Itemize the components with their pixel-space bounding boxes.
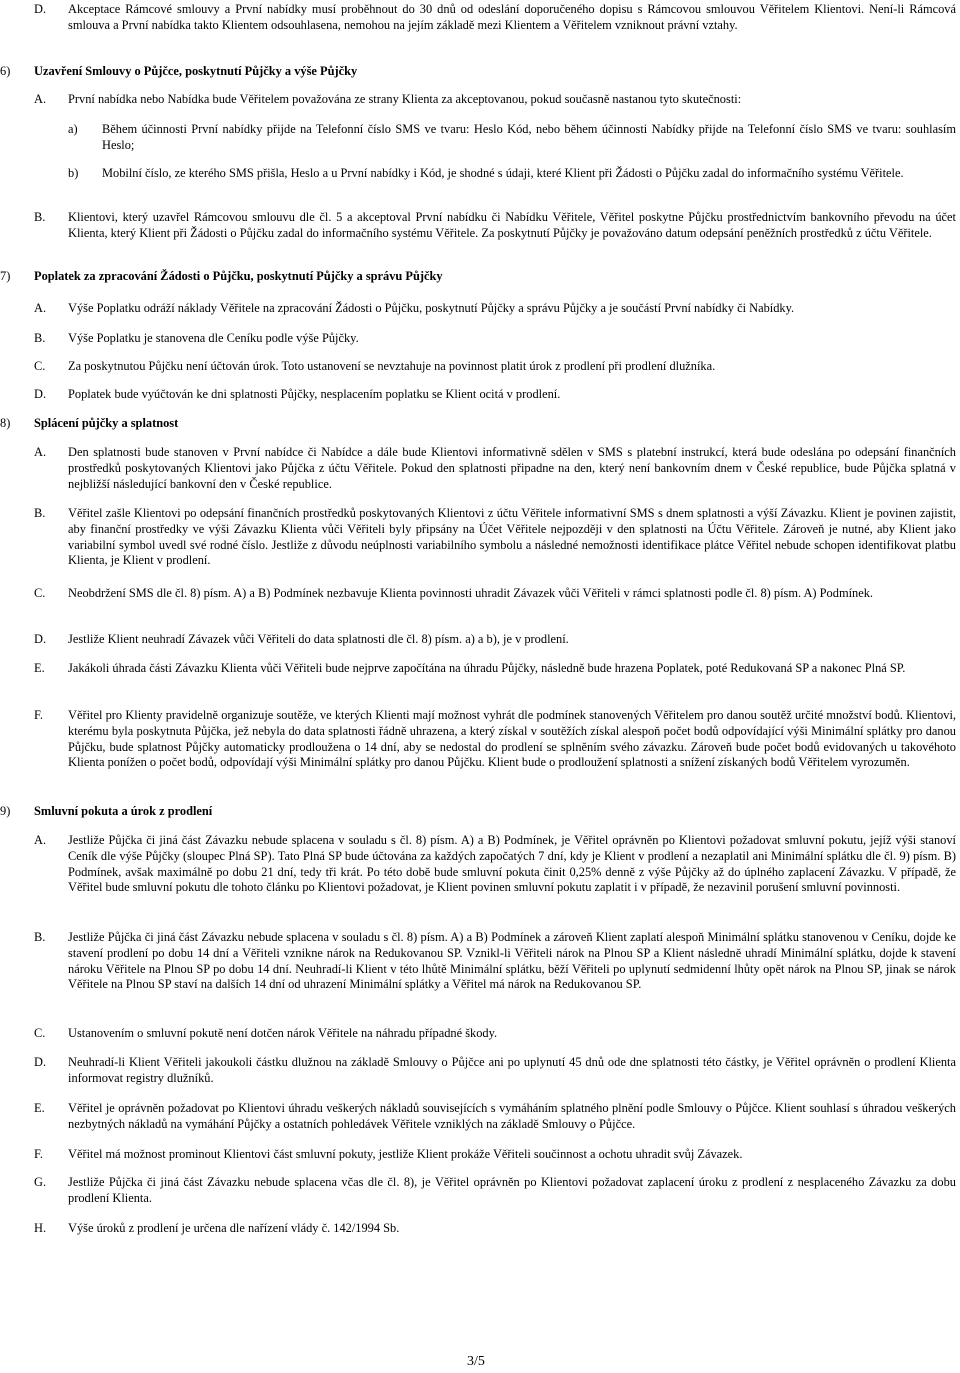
clause-text: Věřitel pro Klienty pravidelně organizuje soutěže, ve kterých Klienti mají možnost vyhrát dle podmínek stanovených Věřitelem pro danou soutěž určité množství bodů. Klientovi, kterému byla poskytnuta Půjčka, jež nebyla do data splatnosti řádně uhrazena, a který získal v soutěžích získal alespoň počet bodů odpovídající výši Minimální splátky pro danou Půjčku, bude splatnost Půjčky automaticky prodloužena o 14 dní, aby se nedostal do prodlení se splněním svého závazku. Zároveň bude počet bodů evidovaných u takovéhoto Klienta ponížen o počet bodů, odpovídají výši Minimální splátky pro danou Půjčku. Klient bude o prodloužení splatnosti a snížení získaných bodů Věřitelem vyrozuměn. (68, 708, 956, 770)
clause-6b (34, 210, 956, 242)
clause-9d (34, 1055, 956, 1087)
section-title: Poplatek za zpracování Žádosti o Půjčku, poskytnutí Půjčky a správu Půjčky (34, 269, 443, 283)
section-title: Uzavření Smlouvy o Půjčce, poskytnutí Půjčky a výše Půjčky (34, 64, 358, 78)
clause-top-d (34, 2, 956, 34)
clause-label: G. (34, 1175, 47, 1189)
section-number: 6) (0, 64, 11, 78)
clause-text: Výše Poplatku odráží náklady Věřitele na zpracování Žádosti o Půjčku, poskytnutí Půjčky a správu Půjčky a je součástí První nabídky či Nabídky. (68, 301, 795, 315)
clause-label: C. (34, 1026, 46, 1040)
clause-label: F. (34, 708, 43, 722)
clause-label: A. (34, 92, 47, 106)
clause-text: Mobilní číslo, ze kterého SMS přišla, Heslo a u První nabídky i Kód, je shodné s údaji, které Klient při Žádosti o Půjčku zadal do informačního systému Věřitele. (102, 166, 904, 180)
clause-text: Během účinnosti První nabídky přijde na Telefonní číslo SMS ve tvaru: Heslo Kód, nebo během účinnosti Nabídky přijde na Telefonní číslo SMS ve tvaru: souhlasím Heslo; (102, 122, 956, 152)
clause-9b (34, 930, 956, 993)
clause-text: Výše úroků z prodlení je určena dle nařízení vlády č. 142/1994 Sb. (68, 1221, 400, 1235)
clause-text: Jakákoli úhrada části Závazku Klienta vůči Věřiteli bude nejprve započítána na úhradu Půjčky, následně bude hrazena Poplatek, poté Redukovaná SP a nakonec Plná SP. (68, 661, 906, 675)
clause-text: Jestliže Půjčka či jiná část Závazku nebude splacena v souladu s čl. 8) písm. A) a B) Podmínek, je Věřitel oprávněn po Klientovi požadovat smluvní pokutu, jejíž výši stanoví Ceník dle výše Půjčky (sloupec Plná SP). Tato Plná SP bude účtována za každých započatých 7 dní, kdy je Klient v prodlení a nezaplatil ani Minimální splátku dle čl. 9) písm. B) Podmínek, avšak maximálně po dobu 21 dní, tedy tři krát. Po této době bude smluvní pokuta činit 0,25% denně z výše Půjčky až do úplného zaplacení Závazku. V případě, že Věřitel bude smluvní pokutu dle tohoto článku po Klientovi požadovat, je Klient povinen smluvní pokutu zaplatit i v případě, že nezavinil porušení smluvní povinnosti. (68, 833, 956, 895)
clause-label: H. (34, 1221, 47, 1235)
clause-9c (34, 1026, 956, 1042)
clause-text: První nabídka nebo Nabídka bude Věřitelem považována ze strany Klienta za akceptovanou, pokud současně nastanou tyto skutečnosti: (68, 92, 742, 106)
clause-8c (34, 586, 956, 602)
clause-label: E. (34, 661, 45, 675)
clause-9g (34, 1175, 956, 1207)
clause-label: A. (34, 301, 47, 315)
clause-label: b) (68, 166, 79, 180)
clause-label: B. (34, 210, 46, 224)
clause-label: D. (34, 387, 47, 401)
clause-label: E. (34, 1101, 45, 1115)
clause-8f (34, 708, 956, 771)
clause-text: Akceptace Rámcové smlouvy a První nabídky musí proběhnout do 30 dnů od odeslání doporučeného dopisu s Rámcovou smlouvou Věřitelem Klientovi. Není-li Rámcová smlouva a První nabídka takto Klientem odsouhlasena, nemohou na jejím základě mezi Klientem a Věřitelem vzniknout právní vztahy. (68, 2, 956, 32)
clause-6a-a (68, 122, 956, 154)
clause-text: Klientovi, který uzavřel Rámcovou smlouvu dle čl. 5 a akceptoval První nabídku či Nabídku Věřitele, Věřitel poskytne Půjčku prostřednictvím bankovního převodu na účet Klienta, který Klient při Žádosti o Půjčku zadal do informačního systému Věřitele. Za poskytnutí Půjčky je považováno datum odepsání peněžních prostředků z účtu Věřitele. (68, 210, 956, 240)
clause-label: a) (68, 122, 78, 136)
clause-9h (34, 1221, 956, 1237)
clause-8d (34, 632, 956, 648)
section-number: 7) (0, 269, 11, 283)
clause-text: Neuhradí-li Klient Věřiteli jakoukoli částku dlužnou na základě Smlouvy o Půjčce ani po uplynutí 45 dnů ode dne splatnosti této částky, je Věřitel oprávněn o prodlení Klienta informovat registry dlužníků. (68, 1055, 956, 1085)
clause-7d (34, 387, 956, 403)
clause-text: Jestliže Půjčka či jiná část Závazku nebude splacena v souladu s čl. 8) písm. A) a B) Podmínek a zároveň Klient zaplatí alespoň Minimální splátku stanovenou v Ceníku, dojde ke stavení prodlení po dobu 14 dní a Věřiteli vznikne nárok na Redukovanou SP. Vznikl-li Věřiteli nárok na Plnou SP a Klient následně uhradí Minimální splátku, dojde k stavení nároku Věřitele na Plnou SP po dobu 14 dní. Neuhradí-li Klient v této lhůtě Minimální splátku, běží Věřiteli po uplynutí sedmidenní lhůty opět nárok na Plnou SP, jinak se nárok Věřitele na Plnou SP staví na dalších 14 dní od uhrazení Minimální splátky a Věřitel má nárok na Redukovanou SP. (68, 930, 956, 992)
clause-label: C. (34, 586, 46, 600)
clause-label: D. (34, 2, 47, 16)
clause-label: D. (34, 632, 47, 646)
clause-text: Věřitel má možnost prominout Klientovi část smluvní pokuty, jestliže Klient prokáže Věřiteli součinnost a ochotu uhradit svůj Závazek. (68, 1147, 743, 1161)
clause-text: Neobdržení SMS dle čl. 8) písm. A) a B) Podmínek nezbavuje Klienta povinnosti uhradit Závazek vůči Věřiteli v rámci splatnosti podle čl. 8) písm. A) Podmínek. (68, 586, 874, 600)
clause-8a (34, 445, 956, 492)
clause-text: Věřitel je oprávněn požadovat po Klientovi úhradu veškerých nákladů souvisejících s vymáháním splatného plnění podle Smlouvy o Půjčce. Klient souhlasí s úhradou veškerých nezbytných nákladů na vymáhání Půjčky a ostatních pohledávek Věřitele vzniklých na základě Smlouvy o Půjčce. (68, 1101, 956, 1131)
clause-7c (34, 359, 956, 375)
clause-label: B. (34, 506, 46, 520)
clause-text: Jestliže Půjčka či jiná část Závazku nebude splacena včas dle čl. 8), je Věřitel oprávněn po Klientovi požadovat zaplacení úroku z prodlení z nesplaceného Závazku za dobu prodlení Klienta. (68, 1175, 956, 1205)
page-number: 3/5 (467, 1354, 485, 1369)
clause-9e (34, 1101, 956, 1133)
clause-label: B. (34, 930, 46, 944)
clause-label: D. (34, 1055, 47, 1069)
clause-text: Den splatnosti bude stanoven v První nabídce či Nabídce a dále bude Klientovi informativně sdělen v SMS s platební instrukcí, která bude odeslána po odepsání finančních prostředků poskytovaných Klientovi jako Půjčka z účtu Věřitele. Pokud den splatnosti připadne na den, který není bankovním dnem v České republice, bude Půjčka splatná v nejbližší následující bankovní den v České republice. (68, 445, 956, 491)
section-title: Smluvní pokuta a úrok z prodlení (34, 804, 213, 818)
clause-9a (34, 833, 956, 896)
clause-label: C. (34, 359, 46, 373)
clause-text: Jestliže Klient neuhradí Závazek vůči Věřiteli do data splatnosti dle čl. 8) písm. a) a b), je v prodlení. (68, 632, 569, 646)
clause-8b (34, 506, 956, 569)
clause-text: Poplatek bude vyúčtován ke dni splatnosti Půjčky, nesplacením poplatku se Klient ocitá v prodlení. (68, 387, 561, 401)
clause-text: Ustanovením o smluvní pokutě není dotčen nárok Věřitele na náhradu případné škody. (68, 1026, 498, 1040)
section-title: Splácení půjčky a splatnost (34, 416, 179, 430)
clause-label: A. (34, 445, 47, 459)
clause-6a-b (68, 166, 956, 182)
clause-text: Za poskytnutou Půjčku není účtován úrok. Toto ustanovení se nevztahuje na povinnost platit úrok z prodlení při prodlení dlužníka. (68, 359, 716, 373)
clause-8e (34, 661, 956, 677)
clause-7b (34, 331, 956, 347)
section-number: 9) (0, 804, 11, 818)
clause-label: F. (34, 1147, 43, 1161)
section-number: 8) (0, 416, 11, 430)
clause-9f (34, 1147, 956, 1163)
clause-label: B. (34, 331, 46, 345)
clause-6a (34, 92, 956, 108)
clause-text: Věřitel zašle Klientovi po odepsání finančních prostředků poskytovaných Klientovi z účtu Věřitele informativní SMS s dnem splatnosti a výší Závazku. Klient je povinen zajistit, aby finanční prostředky ve výši Závazku Klienta vůči Věřiteli byly připsány na Účet Věřitele nejpozději v den splatnosti na Účtu Věřitele. Zároveň je nutné, aby Klient jako variabilní symbol uvedl své rodné číslo. Jestliže z důvodu neúplnosti variabilního symbolu a následné nemožnosti identifikace plátce Věřitel nebude schopen identifikovat platbu Klienta, je Klient v prodlení. (68, 506, 956, 568)
clause-label: A. (34, 833, 47, 847)
clause-7a (34, 301, 956, 317)
clause-text: Výše Poplatku je stanovena dle Ceníku podle výše Půjčky. (68, 331, 359, 345)
